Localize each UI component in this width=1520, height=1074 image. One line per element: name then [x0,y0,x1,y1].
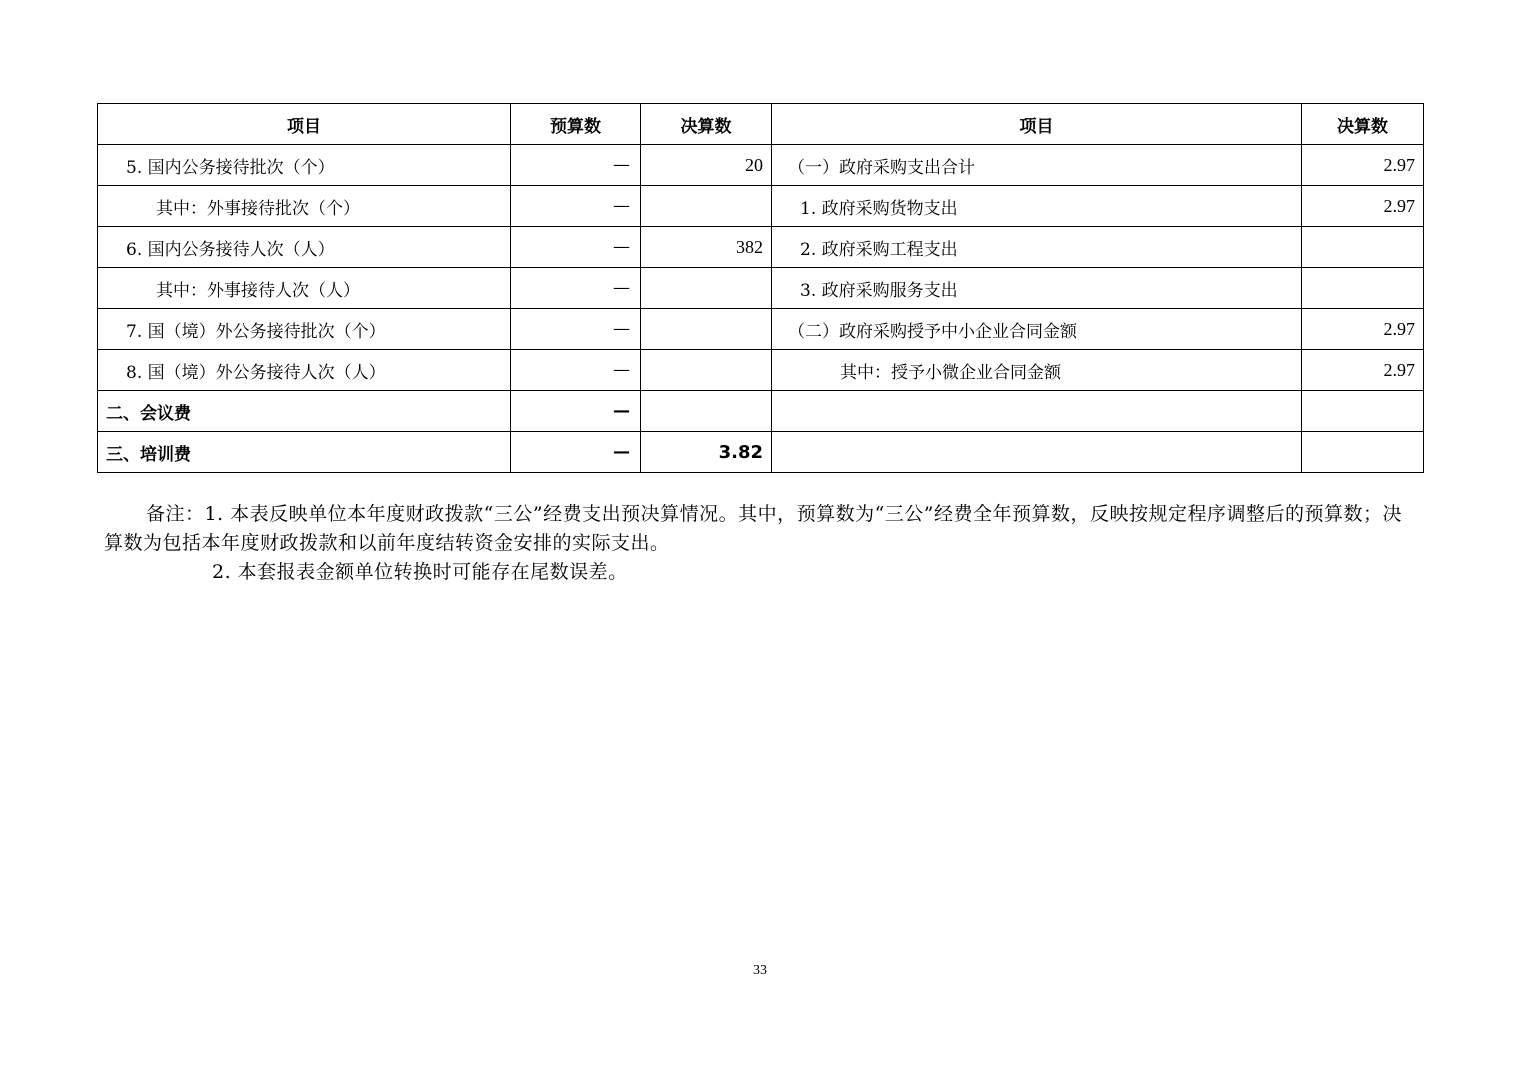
final-value: 382 [641,227,772,268]
page-number: 33 [753,963,767,978]
header-right-item: 项目 [772,104,1302,145]
right-item: （二）政府采购授予中小企业合同金额 [772,309,1302,350]
right-item: 1. 政府采购货物支出 [772,186,1302,227]
right-item: 其中：授予小微企业合同金额 [772,350,1302,391]
budget-value: — [511,391,641,432]
left-item: 三、培训费 [98,432,511,473]
table-header-row [98,104,1424,145]
table-row [98,350,1424,391]
left-item: 5. 国内公务接待批次（个） [98,145,511,186]
note-2: 2. 本套报表金额单位转换时可能存在尾数误差。 [212,561,628,583]
header-final: 决算数 [641,104,772,145]
budget-table [97,103,1424,473]
table-row [98,432,1424,473]
table-row [98,227,1424,268]
right-final-value [1302,391,1424,432]
right-final-value: 2.97 [1302,309,1424,350]
table-row [98,145,1424,186]
budget-value: — [511,432,641,473]
header-right-final: 决算数 [1302,104,1424,145]
left-item: 其中：外事接待批次（个） [98,186,511,227]
notes [104,500,1420,587]
final-value [641,391,772,432]
right-final-value [1302,432,1424,473]
final-value [641,268,772,309]
right-item: 2. 政府采购工程支出 [772,227,1302,268]
table-row [98,391,1424,432]
left-item: 其中：外事接待人次（人） [98,268,511,309]
left-item: 二、会议费 [98,391,511,432]
right-final-value [1302,268,1424,309]
final-value [641,309,772,350]
right-final-value [1302,227,1424,268]
right-final-value: 2.97 [1302,350,1424,391]
right-item [772,391,1302,432]
table-row [98,309,1424,350]
final-value [641,350,772,391]
right-item: 3. 政府采购服务支出 [772,268,1302,309]
budget-value: — [511,186,641,227]
table-row [98,186,1424,227]
final-value: 3.82 [641,432,772,473]
final-value: 20 [641,145,772,186]
right-final-value: 2.97 [1302,145,1424,186]
table-row [98,268,1424,309]
budget-value: — [511,268,641,309]
left-item: 7. 国（境）外公务接待批次（个） [98,309,511,350]
note-1: 备注：1. 本表反映单位本年度财政拨款“三公”经费支出预决算情况。其中，预算数为“三公”经费全年预算数，反映按规定程序调整后的预算数；决算数为包括本年度财政拨款和以前年度结转资金安排的实际支出。 [104,503,1403,554]
right-item [772,432,1302,473]
budget-value: — [511,145,641,186]
right-final-value: 2.97 [1302,186,1424,227]
header-left-item: 项目 [98,104,511,145]
budget-value: — [511,350,641,391]
final-value [641,186,772,227]
header-budget: 预算数 [511,104,641,145]
left-item: 8. 国（境）外公务接待人次（人） [98,350,511,391]
budget-value: — [511,309,641,350]
budget-value: — [511,227,641,268]
left-item: 6. 国内公务接待人次（人） [98,227,511,268]
right-item: （一）政府采购支出合计 [772,145,1302,186]
